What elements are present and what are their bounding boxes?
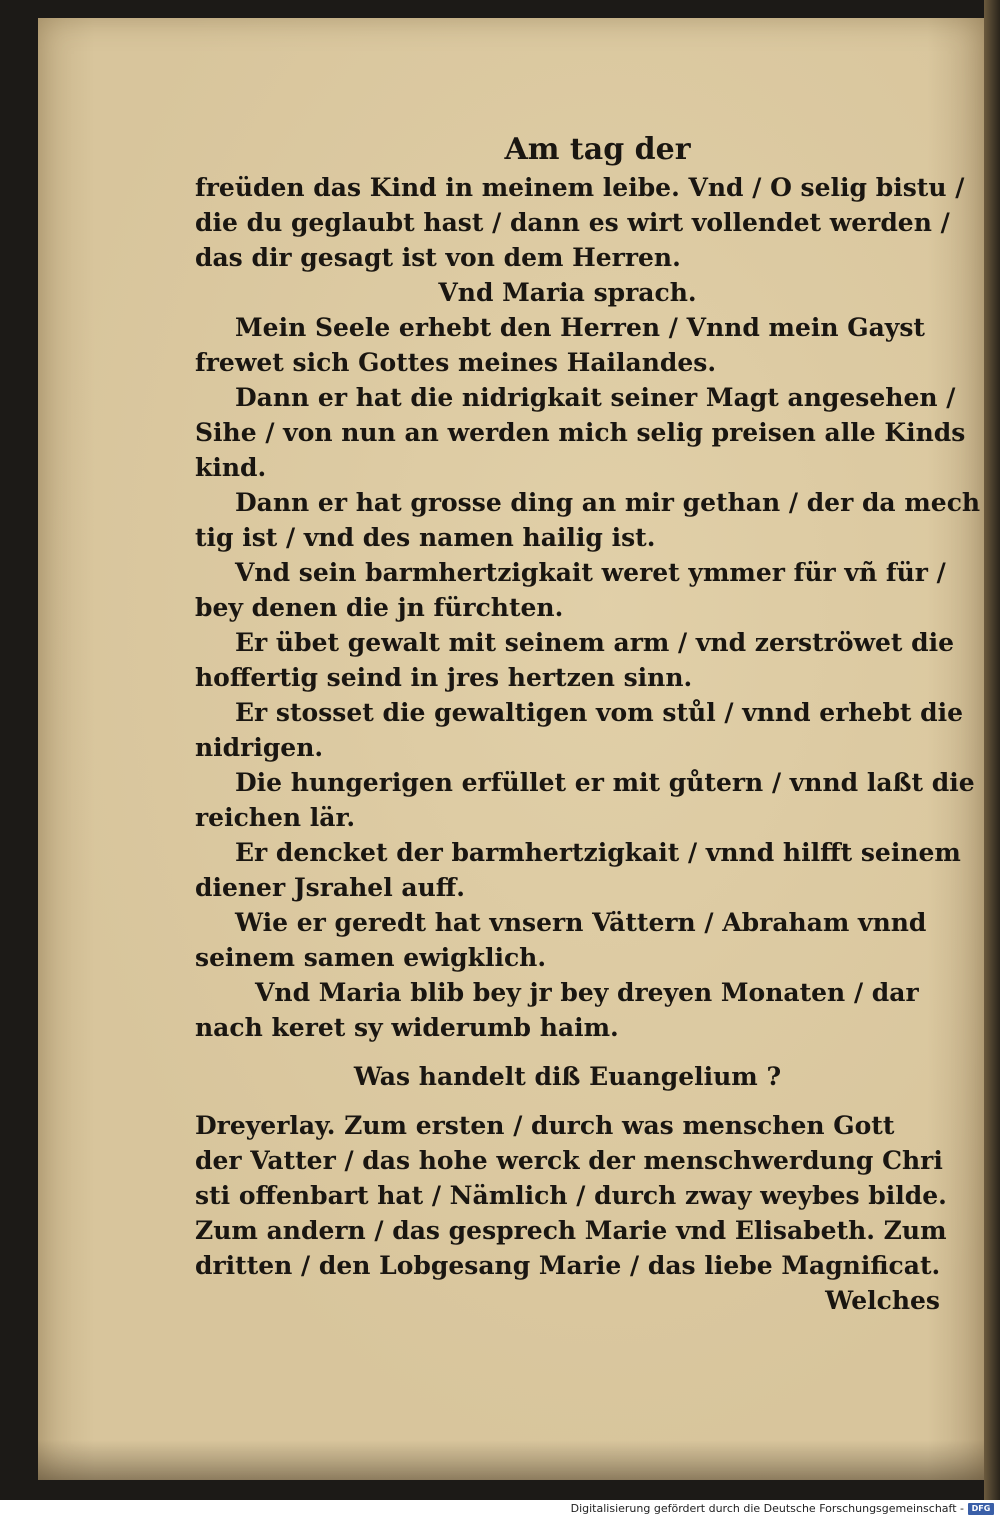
text-line: frewet sich Gottes meines Hailandes. (195, 348, 717, 377)
line-gap (195, 1045, 940, 1059)
text-line: diener Jsrahel auff. (195, 873, 465, 902)
text-line: Vnd sein barmhertzigkait weret ymmer für vñ für / (235, 558, 946, 587)
text-line: freüden das Kind in meinem leibe. Vnd / O selig bistu / (195, 173, 965, 202)
page-shadow (38, 1440, 984, 1480)
text-line: Dann er hat die nidrigkait seiner Magt angesehen / (235, 383, 956, 412)
text-line: reichen lär. (195, 803, 356, 832)
line-gap (195, 1094, 940, 1108)
page-edge (984, 0, 1000, 1500)
text-line: Wie er geredt hat vnsern Vättern / Abraham vnnd (235, 908, 927, 937)
text-line: tig ist / vnd des namen hailig ist. (195, 523, 656, 552)
text-line: die du geglaubt hast / dann es wirt vollendet werden / (195, 208, 950, 237)
text-line: Vnd Maria blib bey jr bey dreyen Monaten / dar (255, 978, 919, 1007)
running-heading: Am tag der (504, 132, 691, 167)
text-line: Zum andern / das gesprech Marie vnd Elisabeth. Zum (195, 1216, 947, 1245)
text-line: bey denen die jn fürchten. (195, 593, 564, 622)
text-line: Was handelt diß Euangelium ? (353, 1062, 782, 1091)
digitization-footer (0, 1500, 1000, 1518)
text-line: Er stosset die gewaltigen vom stůl / vnnd erhebt die (235, 698, 964, 727)
text-line: das dir gesagt ist von dem Herren. (195, 243, 681, 272)
text-line: nach keret sy widerumb haim. (195, 1013, 619, 1042)
dfg-logo: DFG (968, 1503, 994, 1515)
text-line: kind. (195, 453, 267, 482)
text-line: Dreyerlay. Zum ersten / durch was menschen Gott (195, 1111, 895, 1140)
catchword: Welches (825, 1286, 940, 1315)
text-line: Vnd Maria sprach. (438, 278, 697, 307)
text-line: Dann er hat grosse ding an mir gethan / der da mech (235, 488, 981, 517)
text-line: dritten / den Lobgesang Marie / das liebe Magnificat. (195, 1251, 941, 1280)
text-line: Er dencket der barmhertzigkait / vnnd hilfft seinem (235, 838, 961, 867)
text-line: hoffertig seind in jres hertzen sinn. (195, 663, 693, 692)
text-line: sti offenbart hat / Nämlich / durch zway weybes bilde. (195, 1181, 947, 1210)
footer-credit: Digitalisierung gefördert durch die Deutsche Forschungsgemeinschaft - (570, 1502, 964, 1515)
text-line: Die hungerigen erfüllet er mit gůtern / vnnd laßt die (235, 768, 975, 797)
text-line: Er übet gewalt mit seinem arm / vnd zerströwet die (235, 628, 955, 657)
text-line: nidrigen. (195, 733, 324, 762)
page-text (195, 130, 981, 1318)
text-lines (195, 170, 981, 1283)
text-line: seinem samen ewigklich. (195, 943, 547, 972)
text-line: Mein Seele erhebt den Herren / Vnnd mein Gayst (235, 313, 925, 342)
text-line: der Vatter / das hohe werck der menschwerdung Chri (195, 1146, 943, 1175)
text-line: Sihe / von nun an werden mich selig preisen alle Kinds (195, 418, 966, 447)
